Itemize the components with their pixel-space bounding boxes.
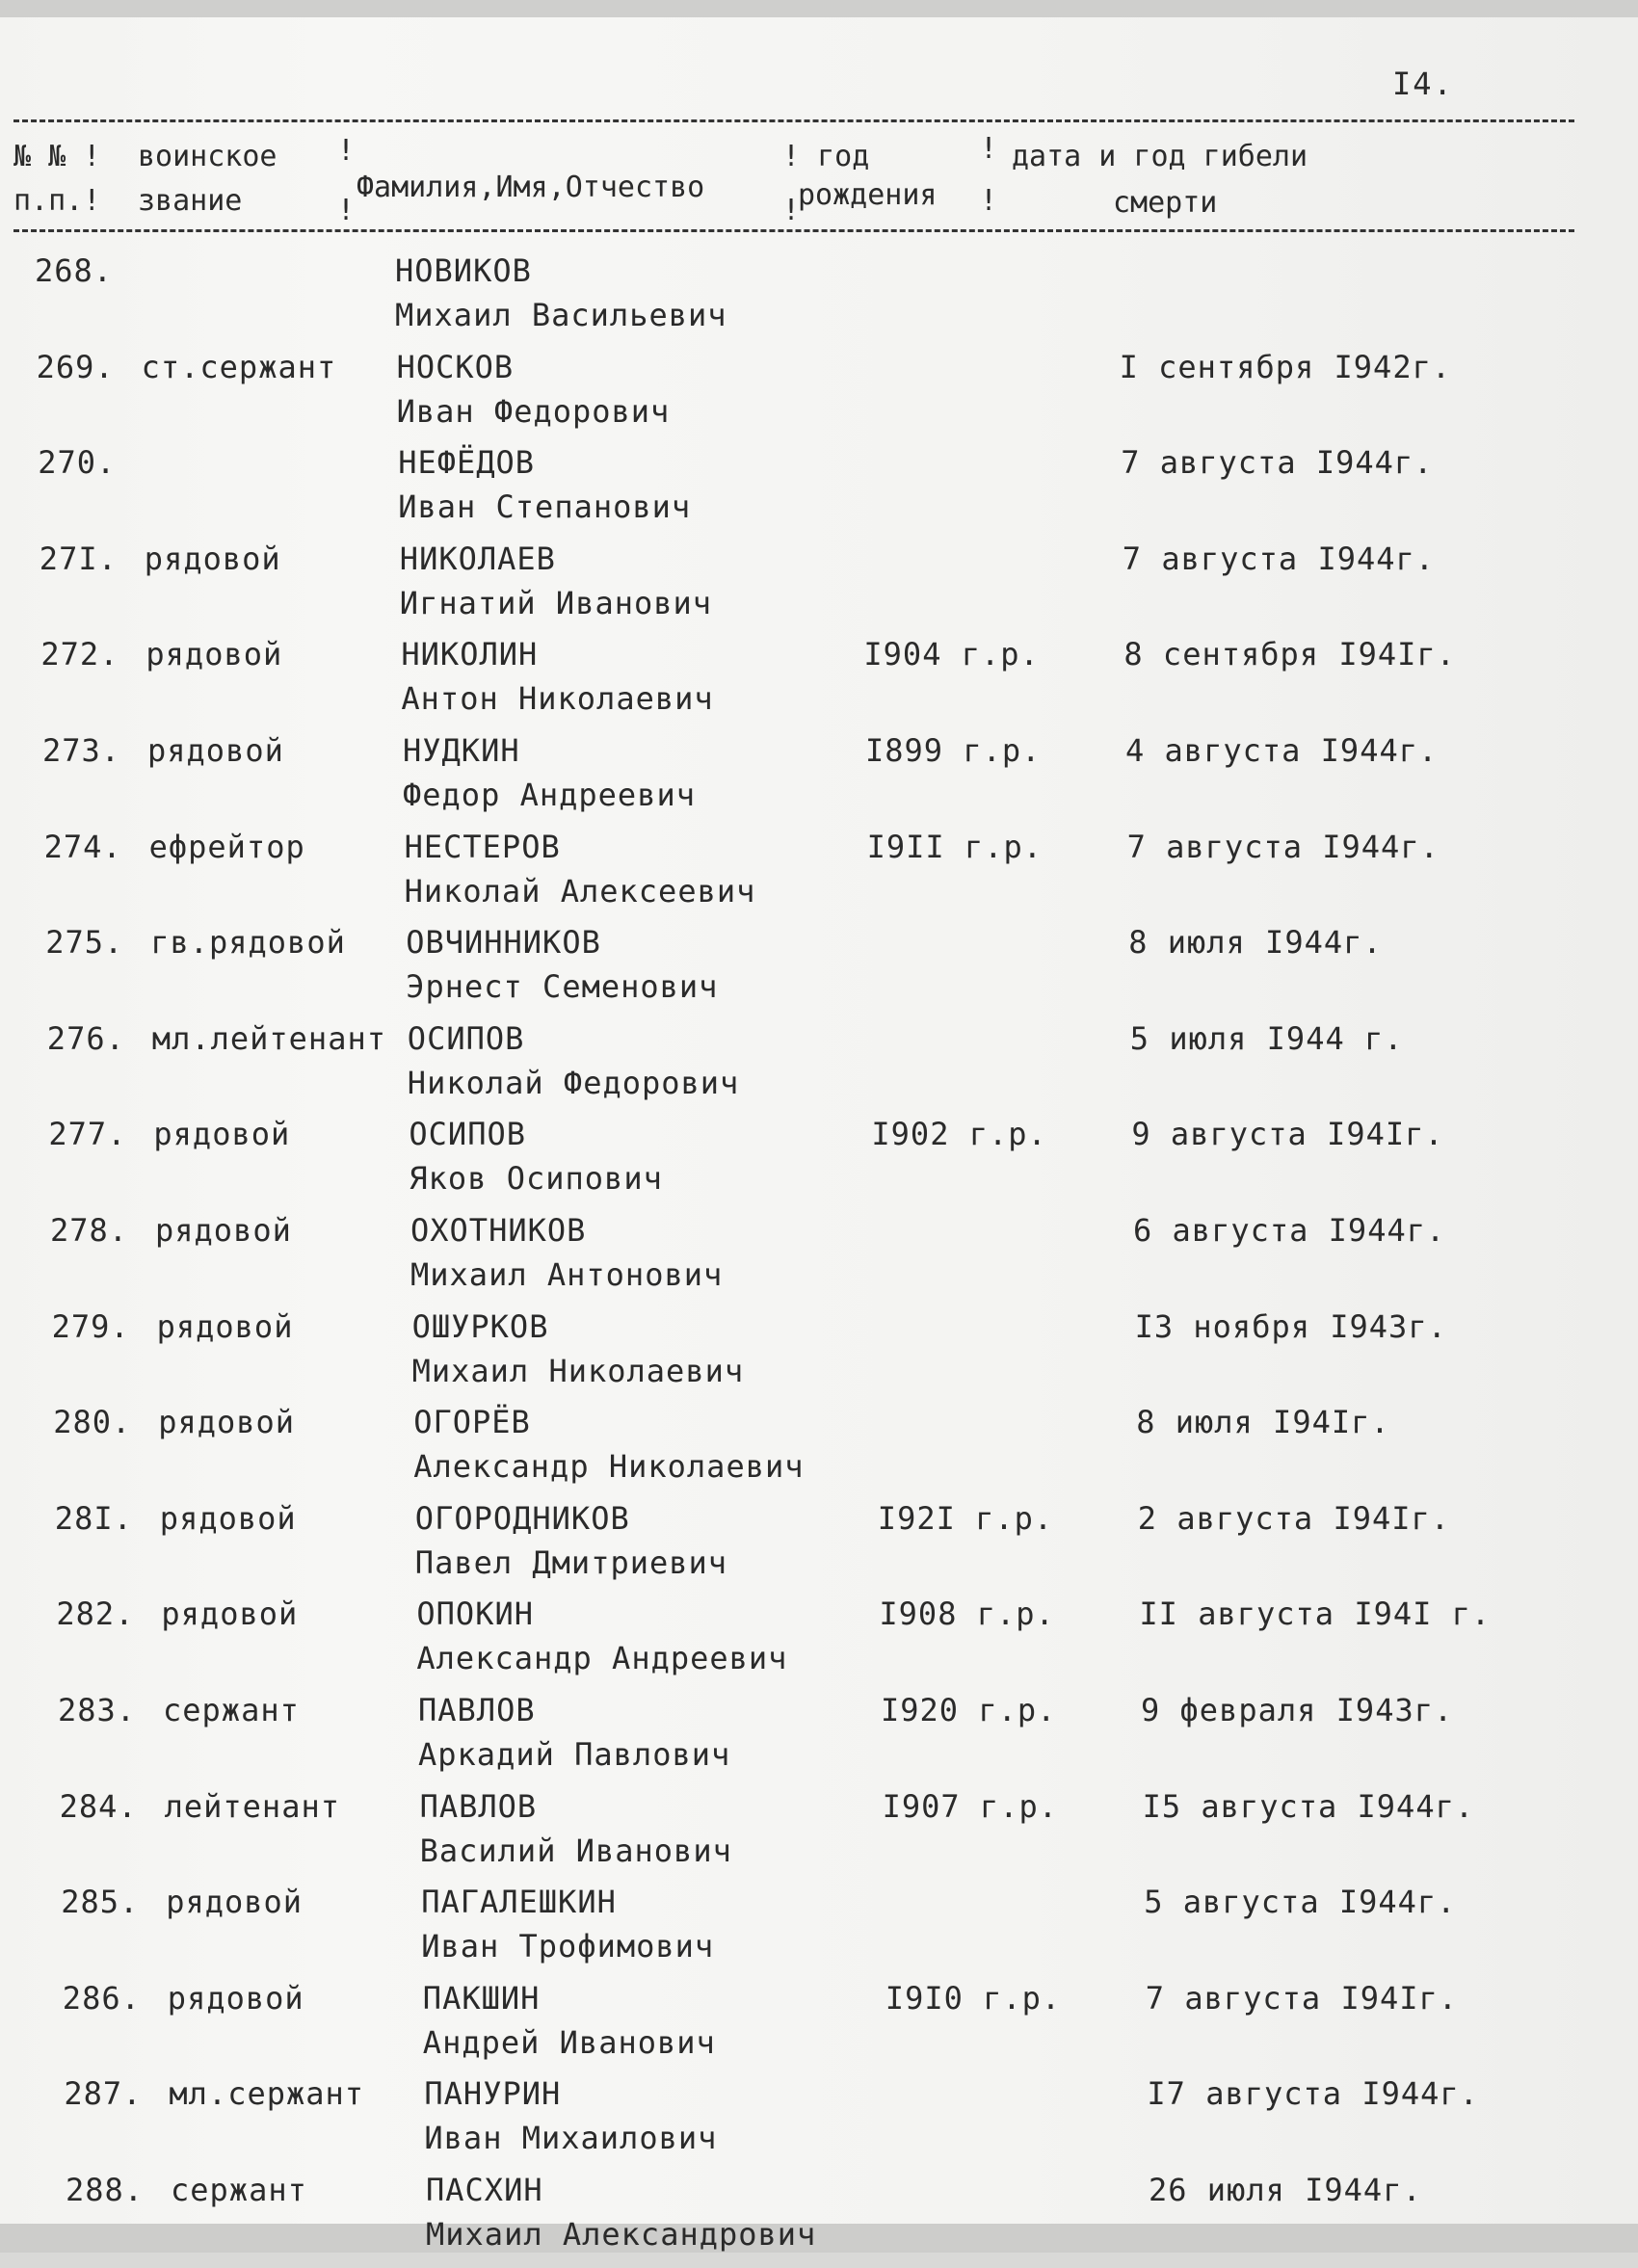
- header-name-mark2: !: [337, 194, 356, 227]
- row-given-names: Иван Трофимович: [421, 1928, 715, 1965]
- row-given-names: Антон Николаевич: [401, 680, 714, 718]
- row-given-names: Павел Дмитриевич: [414, 1543, 728, 1581]
- row-surname: НЕСТЕРОВ: [404, 828, 561, 865]
- row-rank: мл.лейтенант: [151, 1019, 386, 1057]
- table-row: [0, 829, 1638, 925]
- row-surname: ОГОРЁВ: [413, 1404, 531, 1441]
- header-death-mark1: !: [980, 132, 998, 166]
- row-surname: НУДКИН: [403, 732, 520, 769]
- row-rank: гв.рядовой: [150, 924, 346, 962]
- header-death-line1: дата и год гибели: [1012, 140, 1308, 173]
- row-surname: ПАВЛОВ: [419, 1787, 538, 1825]
- row-death-date: I сентября I942г.: [1119, 348, 1452, 385]
- row-surname: ПАСХИН: [426, 2172, 543, 2208]
- row-given-names: Иван Степанович: [398, 488, 692, 526]
- row-rank: ст.сержант: [141, 348, 337, 385]
- row-birth-year: I899 г.р.: [865, 732, 1042, 769]
- row-death-date: I7 августа I944г.: [1147, 2075, 1479, 2113]
- row-rank: рядовой: [167, 1979, 304, 2017]
- table-row: [0, 636, 1638, 732]
- header-death-line2: смерти: [1113, 186, 1218, 220]
- header-rule-top: [13, 119, 1574, 122]
- table-row: [0, 1980, 1638, 2076]
- row-surname: ОСИПОВ: [407, 1019, 525, 1057]
- row-surname: ПАКШИН: [422, 1979, 541, 2017]
- row-rank: мл.сержант: [169, 2075, 365, 2113]
- header-num-line1: № № !: [13, 140, 101, 173]
- header-birth-line1: ! год: [782, 140, 870, 173]
- row-number: 283.: [58, 1692, 137, 1728]
- row-death-date: 4 августа I944г.: [1125, 732, 1439, 769]
- table-row: [0, 924, 1638, 1020]
- row-birth-year: I9II г.р.: [866, 828, 1043, 865]
- table-row: [0, 1692, 1638, 1788]
- row-birth-year: I92I г.р.: [877, 1499, 1054, 1537]
- row-rank: сержант: [171, 2172, 307, 2208]
- row-surname: ПАВЛОВ: [418, 1692, 536, 1728]
- row-given-names: Михаил Николаевич: [411, 1352, 745, 1389]
- header-birth-mark: !: [782, 194, 801, 227]
- row-rank: рядовой: [156, 1307, 294, 1345]
- row-rank: рядовой: [159, 1499, 297, 1537]
- row-rank: рядовой: [155, 1212, 292, 1249]
- table-row: [0, 1116, 1638, 1212]
- row-surname: ОПОКИН: [416, 1596, 534, 1633]
- row-given-names: Иван Михаилович: [424, 2120, 718, 2157]
- table-row: [0, 252, 1638, 349]
- row-given-names: Аркадий Павлович: [418, 1736, 731, 1773]
- row-surname: НИКОЛАЕВ: [399, 540, 556, 577]
- row-number: 270.: [38, 444, 117, 482]
- row-surname: ОГОРОДНИКОВ: [414, 1499, 630, 1537]
- row-number: 278.: [50, 1212, 129, 1249]
- row-given-names: Игнатий Иванович: [399, 584, 713, 621]
- table-row: [0, 1884, 1638, 1980]
- row-surname: НОСКОВ: [396, 348, 515, 385]
- table-row: [0, 1404, 1638, 1500]
- row-death-date: 9 августа I94Iг.: [1131, 1116, 1444, 1153]
- row-number: 279.: [51, 1307, 130, 1345]
- header-name-mark1: !: [337, 134, 356, 168]
- header-rank-line2: звание: [138, 184, 243, 218]
- table-row: [0, 1020, 1638, 1117]
- row-death-date: II августа I94I г.: [1139, 1596, 1492, 1633]
- row-death-date: 7 августа I944г.: [1126, 828, 1440, 865]
- header-rule-bottom: [13, 229, 1574, 232]
- row-rank: рядовой: [145, 636, 283, 673]
- row-death-date: 8 июля I94Iг.: [1136, 1404, 1390, 1441]
- row-number: 275.: [45, 924, 124, 962]
- row-death-date: 7 августа I944г.: [1121, 444, 1434, 482]
- table-row: [0, 2172, 1638, 2268]
- row-surname: НОВИКОВ: [395, 252, 532, 289]
- row-rank: рядовой: [161, 1596, 299, 1633]
- row-birth-year: I907 г.р.: [882, 1787, 1058, 1825]
- row-death-date: I3 ноября I943г.: [1134, 1307, 1447, 1345]
- row-death-date: I5 августа I944г.: [1142, 1787, 1475, 1825]
- row-rank: рядовой: [147, 732, 284, 769]
- row-death-date: 6 августа I944г.: [1133, 1212, 1446, 1249]
- row-number: 274.: [43, 828, 122, 865]
- row-rank: рядовой: [166, 1884, 304, 1921]
- scan-edge-top: [0, 0, 1638, 17]
- row-number: 273.: [42, 732, 121, 769]
- table-row: [0, 444, 1638, 541]
- row-given-names: Николай Алексеевич: [404, 872, 756, 910]
- row-rank: рядовой: [158, 1404, 296, 1441]
- row-surname: ОШУРКОВ: [411, 1307, 549, 1345]
- table-row: [0, 2075, 1638, 2172]
- row-surname: ОХОТНИКОВ: [410, 1212, 587, 1249]
- page-number: I4.: [1392, 66, 1454, 102]
- row-number: 268.: [35, 252, 114, 289]
- header-name: Фамилия,Имя,Отчество: [357, 171, 705, 204]
- row-given-names: Василий Иванович: [419, 1832, 732, 1869]
- row-death-date: 2 августа I94Iг.: [1137, 1499, 1451, 1537]
- row-number: 282.: [56, 1596, 135, 1633]
- header-rank-line1: воинское: [138, 140, 277, 173]
- row-number: 284.: [59, 1787, 138, 1825]
- row-given-names: Михаил Васильевич: [395, 297, 727, 333]
- table-row: [0, 349, 1638, 445]
- header-birth-line2: рождения: [798, 178, 938, 212]
- row-number: 280.: [53, 1404, 132, 1441]
- row-rank: рядовой: [153, 1116, 291, 1153]
- row-given-names: Александр Николаевич: [413, 1448, 805, 1486]
- row-death-date: 8 сентября I94Iг.: [1123, 636, 1456, 673]
- row-death-date: 5 июля I944 г.: [1129, 1019, 1404, 1057]
- row-death-date: 5 августа I944г.: [1144, 1884, 1457, 1921]
- row-surname: НЕФЁДОВ: [398, 444, 536, 482]
- row-given-names: Александр Андреевич: [416, 1640, 788, 1677]
- row-given-names: Михаил Антонович: [410, 1256, 724, 1293]
- row-rank: сержант: [163, 1692, 300, 1728]
- row-number: 28I.: [54, 1499, 133, 1537]
- row-number: 288.: [66, 2172, 145, 2208]
- row-birth-year: I920 г.р.: [881, 1692, 1057, 1728]
- row-given-names: Андрей Иванович: [422, 2023, 716, 2061]
- row-surname: НИКОЛИН: [401, 636, 539, 673]
- table-row: [0, 732, 1638, 829]
- row-rank: лейтенант: [164, 1787, 340, 1825]
- row-birth-year: I902 г.р.: [871, 1116, 1047, 1153]
- row-rank: ефрейтор: [148, 828, 305, 865]
- row-number: 277.: [48, 1116, 127, 1153]
- row-given-names: Федор Андреевич: [403, 777, 696, 813]
- row-number: 286.: [62, 1979, 141, 2017]
- row-birth-year: I904 г.р.: [863, 636, 1040, 673]
- row-surname: ОВЧИННИКОВ: [406, 924, 601, 962]
- row-given-names: Николай Федорович: [407, 1064, 740, 1101]
- row-surname: ПАНУРИН: [424, 2075, 562, 2113]
- row-birth-year: I9I0 г.р.: [885, 1979, 1062, 2017]
- table-row: [0, 1596, 1638, 1692]
- row-birth-year: I908 г.р.: [879, 1596, 1055, 1633]
- row-death-date: 8 июля I944г.: [1128, 924, 1383, 962]
- row-given-names: Яков Осипович: [409, 1160, 663, 1198]
- row-given-names: Иван Федорович: [396, 392, 671, 430]
- table-row: [0, 1788, 1638, 1885]
- row-death-date: 7 августа I94Iг.: [1145, 1979, 1459, 2017]
- row-given-names: Эрнест Семенович: [406, 968, 719, 1006]
- row-number: 269.: [36, 348, 115, 385]
- row-number: 285.: [61, 1884, 140, 1921]
- table-row: [0, 1308, 1638, 1405]
- row-surname: ПАГАЛЕШКИН: [421, 1884, 617, 1921]
- row-number: 27I.: [39, 540, 118, 577]
- header-death-mark2: !: [980, 184, 998, 218]
- row-number: 272.: [40, 636, 119, 673]
- row-surname: ОСИПОВ: [409, 1116, 526, 1153]
- table-row: [0, 541, 1638, 637]
- table-row: [0, 1212, 1638, 1308]
- row-number: 287.: [64, 2075, 143, 2113]
- row-rank: рядовой: [144, 540, 281, 577]
- header-num-line2: п.п.!: [13, 184, 101, 218]
- row-number: 276.: [46, 1019, 125, 1057]
- row-death-date: 9 февраля I943г.: [1141, 1692, 1454, 1728]
- row-given-names: Михаил Александрович: [426, 2216, 817, 2253]
- row-death-date: 26 июля I944г.: [1149, 2172, 1422, 2208]
- table-row: [0, 1500, 1638, 1596]
- row-death-date: 7 августа I944г.: [1122, 540, 1436, 577]
